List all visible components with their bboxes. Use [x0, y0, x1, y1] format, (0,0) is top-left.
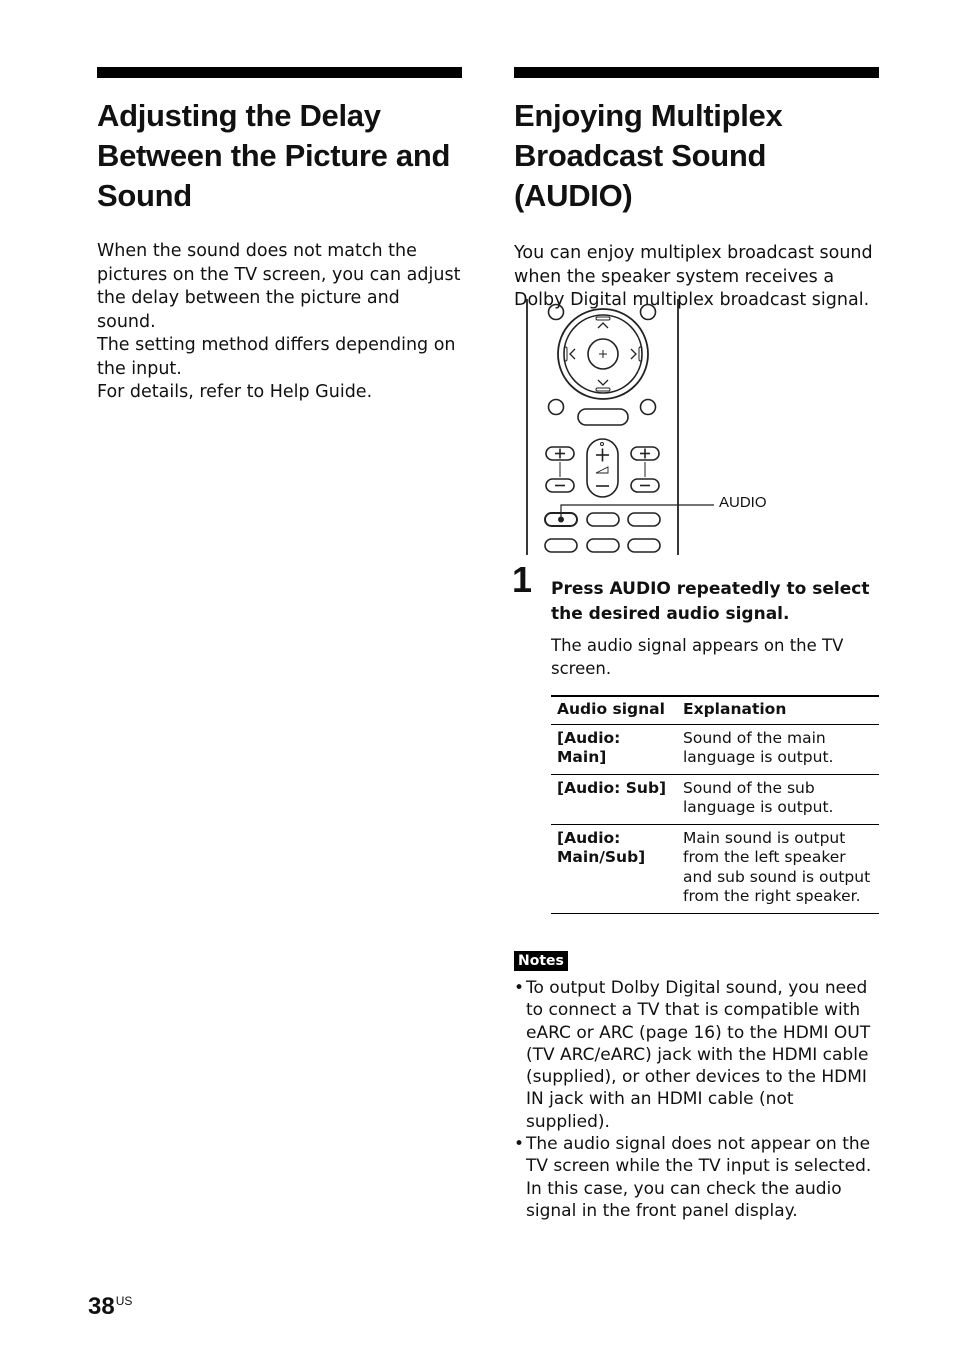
audio-signal-table — [551, 695, 879, 914]
step-1 — [551, 577, 879, 914]
notes-list — [514, 977, 879, 1222]
remote-button-icon — [628, 513, 660, 526]
audio-signal-cell: [Audio: Main/Sub] — [551, 824, 677, 913]
list-item — [514, 1133, 879, 1222]
audio-signal-cell: [Audio: Sub] — [551, 774, 677, 824]
bullet-icon: • — [514, 1134, 525, 1155]
explanation-cell: Sound of the main language is output. — [677, 724, 879, 774]
remote-button-icon — [628, 539, 660, 552]
column-header-explanation: Explanation — [677, 696, 879, 724]
section-rule — [514, 67, 879, 78]
arrow-down-icon — [598, 380, 608, 385]
right-section-title: Enjoying Multiplex Broadcast Sound (AUDIO) — [514, 98, 783, 213]
table-header-row — [551, 696, 879, 724]
arrow-right-icon — [631, 349, 636, 359]
explanation-cell: Main sound is output from the left speaker and sub sound is output from the right speaker. — [677, 824, 879, 913]
table-row — [551, 724, 879, 774]
note-text: The audio signal does not appear on the TV screen while the TV input is selected. In this case, you can check the audio signal in the front panel display. — [526, 1134, 872, 1221]
left-section-title: Adjusting the Delay Between the Picture and Sound — [97, 98, 451, 213]
step-number: 1 — [512, 559, 533, 600]
list-item — [514, 977, 879, 1133]
remote-button-icon — [545, 539, 577, 552]
table-row — [551, 774, 879, 824]
color-button-icon — [641, 400, 656, 415]
left-paragraph-2: The setting method differs depending on the input. — [97, 335, 456, 379]
note-text: To output Dolby Digital sound, you need to connect a TV that is compatible with eARC or ARC (page 16) to the HDMI OUT (TV ARC/eARC) jack with the HDMI cable (supplied), or other devices to the HDMI IN jack with an HDMI cable (not supplied). — [526, 978, 871, 1132]
left-paragraph-3: For details, refer to Help Guide. — [97, 382, 373, 402]
column-header-audio-signal: Audio signal — [551, 696, 677, 724]
page-region-suffix: US — [115, 1294, 133, 1308]
page-number-value: 38 — [88, 1293, 115, 1320]
remote-control-illustration — [514, 297, 814, 557]
step-title: Press AUDIO repeatedly to select the desired audio signal. — [551, 579, 870, 624]
home-button-icon — [578, 409, 628, 425]
audio-signal-cell: [Audio: Main] — [551, 724, 677, 774]
bullet-icon: • — [514, 978, 525, 998]
remote-button-icon — [587, 513, 619, 526]
table-row — [551, 824, 879, 913]
explanation-cell: Sound of the sub language is output. — [677, 774, 879, 824]
volume-rocker-icon — [587, 439, 618, 497]
audio-callout-label: AUDIO — [719, 494, 767, 511]
right-section — [514, 67, 879, 313]
right-section-intro: You can enjoy multiplex broadcast sound when the speaker system receives a Dolby Digital multiplex broadcast signal. — [514, 243, 873, 310]
notes-badge: Notes — [514, 951, 568, 971]
arrow-left-icon — [570, 349, 575, 359]
page-number — [88, 1293, 132, 1321]
section-rule — [97, 67, 462, 78]
color-button-icon — [549, 305, 564, 320]
step-description: The audio signal appears on the TV screen. — [551, 636, 844, 678]
remote-button-icon — [587, 539, 619, 552]
color-button-icon — [641, 305, 656, 320]
left-section-body — [97, 240, 462, 405]
left-section — [97, 67, 462, 405]
arrow-up-icon — [598, 323, 608, 328]
notes-section — [514, 950, 879, 1222]
color-button-icon — [549, 400, 564, 415]
left-paragraph-1: When the sound does not match the pictures on the TV screen, you can adjust the delay between the picture and sound. — [97, 241, 461, 332]
